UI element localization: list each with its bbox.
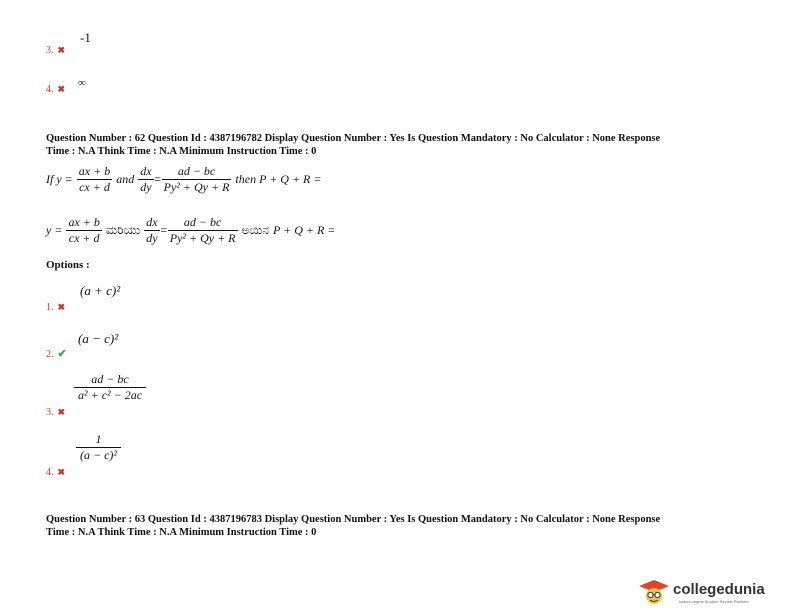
fraction-dx-dy: $\frac{dx}{dy}$ <box>146 215 158 245</box>
option-2-text: (a − c)² <box>78 331 119 346</box>
header-line-2: Time : N.A Think Time : N.A Minimum Instruction Time : 0 <box>46 527 317 538</box>
fraction-dx-dy: $\frac{dx}{dy}$ <box>140 164 152 194</box>
fraction-ax-b: $\frac{ax + b}{cx + d}$ <box>68 215 100 245</box>
y-equals: y = <box>46 223 63 238</box>
fraction-ad-bc: $\frac{ad - bc}{\text{Py² + Qy + R}}$ <box>163 164 230 194</box>
wrong-mark-icon: ✖ <box>57 84 66 94</box>
option-3-marker <box>46 402 65 420</box>
question-62-header <box>46 132 660 158</box>
header-line-2: Time : N.A Think Time : N.A Minimum Instruction Time : 0 <box>46 146 317 157</box>
equals-sign: = <box>159 223 168 238</box>
prev-option-3 <box>46 40 65 58</box>
if-y-text: If y = <box>46 172 73 187</box>
option-number: 3. <box>46 407 54 418</box>
equals-sign: = <box>153 172 162 187</box>
option-3-fraction: $\frac{ad - bc}{\text{a² + c² − 2ac}}$ <box>74 372 146 403</box>
option-1-text: (a + c)² <box>80 283 121 298</box>
header-line-1: Question Number : 62 Question Id : 4387196782 Display Question Number : Yes Is Question Mandatory : No Calculator : None Response <box>46 133 661 144</box>
question-62-kannada <box>46 215 335 246</box>
question-63-header <box>46 513 660 539</box>
option-number: 1. <box>46 302 54 313</box>
option-number: 4. <box>46 84 54 95</box>
fraction-ad-bc: $\frac{ad - bc}{\text{Py² + Qy + R}}$ <box>169 215 236 245</box>
header-line-1: Question Number : 63 Question Id : 4387196783 Display Question Number : Yes Is Question Mandatory : No Calculator : None Response <box>46 514 661 525</box>
logo-wordmark: collegedunia <box>673 581 765 598</box>
correct-check-icon: ✔ <box>57 348 67 360</box>
p-q-r-text: P + Q + R = <box>272 223 336 238</box>
options-label: Options : <box>46 259 90 271</box>
option-number: 2. <box>46 349 54 360</box>
option-number: 3. <box>46 45 54 56</box>
wrong-mark-icon: ✖ <box>57 407 66 417</box>
question-62-english <box>46 164 321 195</box>
option-4-fraction: $\frac{1}{\text{(a − c)²}}$ <box>76 432 121 463</box>
logo-tagline: India's largest Student Review Platform <box>679 599 749 604</box>
option-2-marker <box>46 344 67 362</box>
option-4-marker <box>46 462 65 480</box>
option-1-marker <box>46 297 65 315</box>
and-text: and <box>116 172 135 187</box>
prev-option-3-value: -1 <box>80 30 91 45</box>
fraction-ax-b: $\frac{ax + b}{cx + d}$ <box>78 164 111 194</box>
wrong-mark-icon: ✖ <box>57 302 66 312</box>
wrong-mark-icon: ✖ <box>57 467 66 477</box>
kannada-then-text: ಅಯಿನ <box>241 223 269 238</box>
graduate-mascot-icon <box>637 578 671 606</box>
prev-option-4 <box>46 79 65 97</box>
kannada-and-text: ಮರಿಯು <box>105 223 141 238</box>
prev-option-4-value: ∞ <box>78 77 86 89</box>
wrong-mark-icon: ✖ <box>57 45 66 55</box>
collegedunia-logo <box>637 578 787 606</box>
then-text: then P + Q + R = <box>235 172 322 187</box>
option-number: 4. <box>46 467 54 478</box>
